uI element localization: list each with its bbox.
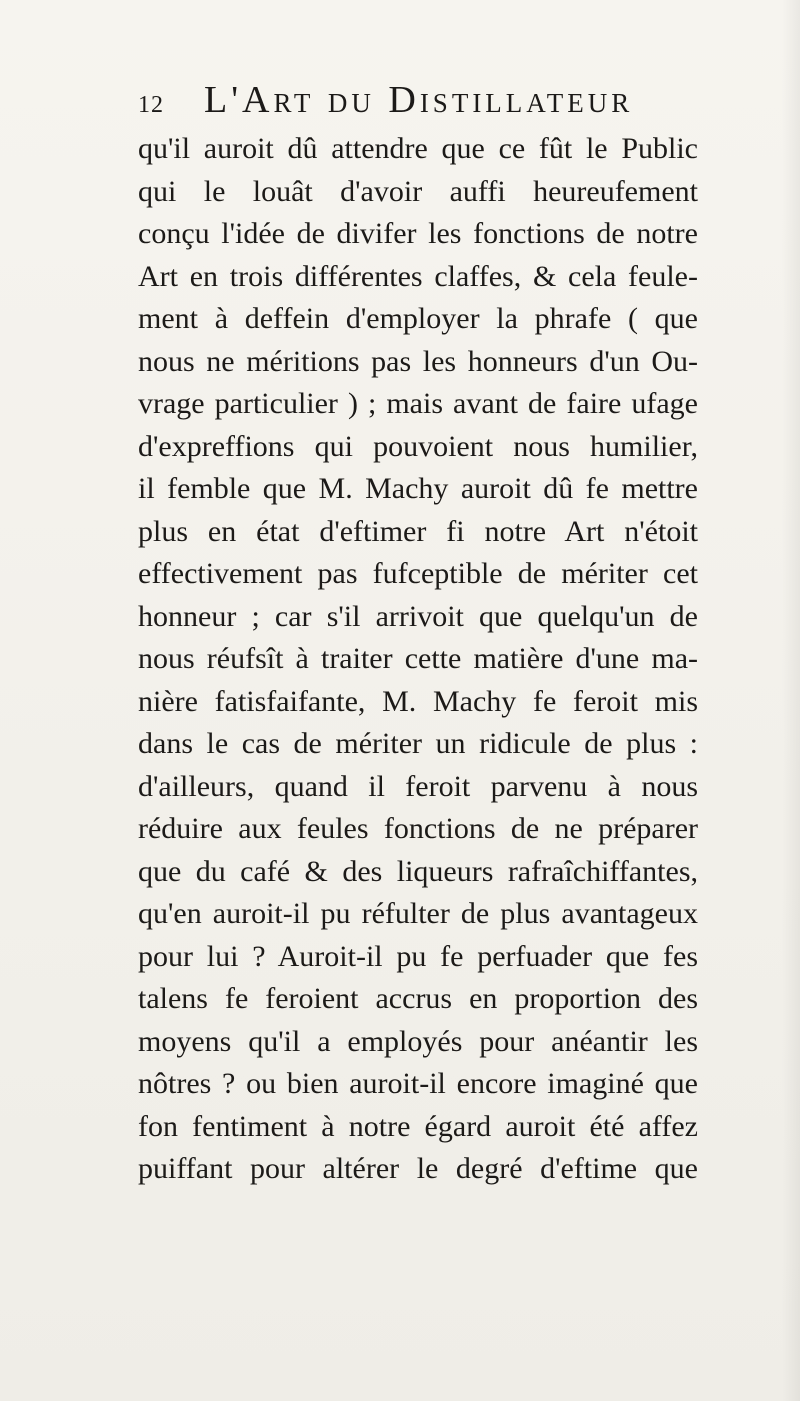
text-line: nous réufsît à traiter cette matière d'une ma- [138,642,698,675]
running-title: L'Art du Distillateur [204,79,634,121]
page-edge-shadow [782,0,800,1401]
text-line: qu'en auroit-il pu réfulter de plus avantageux [138,897,698,930]
text-line: qu'il auroit dû attendre que ce fût le Public [138,132,698,165]
text-line: effectivement pas fufceptible de mériter cet [138,557,698,590]
page-header [138,80,708,120]
text-line: conçu l'idée de divifer les fonctions de notre [138,217,698,250]
text-line: il femble que M. Machy auroit dû fe mettre [138,472,698,505]
text-line: réduire aux feules fonctions de ne préparer [138,812,698,845]
text-line: d'ailleurs, quand il feroit parvenu à nous [138,769,698,803]
text-line: nière fatisfaifante, M. Machy fe feroit mis [138,684,698,718]
text-line: talens fe feroient accrus en proportion des [138,982,698,1015]
text-line: plus en état d'eftimer fi notre Art n'étoit [138,514,698,548]
text-line: vrage particulier ) ; mais avant de faire ufage [138,387,698,420]
text-line: d'expreffions qui pouvoient nous humilier, [138,429,698,463]
page-number: 12 [138,92,164,118]
text-line: honneur ; car s'il arrivoit que quelqu'un de [138,599,698,633]
text-line: moyens qu'il a employés pour anéantir les [138,1024,698,1058]
text-line: ment à deffein d'employer la phrafe ( que [138,302,698,335]
text-line: pour lui ? Auroit-il pu fe perfuader que fes [138,939,698,973]
text-line: qui le louât d'avoir auffi heureufement [138,174,698,208]
text-line: que du café & des liqueurs rafraîchiffantes, [138,854,698,888]
text-line: dans le cas de mériter un ridicule de plus : [138,727,698,760]
text-line: puiffant pour altérer le degré d'eftime que [138,1152,698,1185]
text-line: fon fentiment à notre égard auroit été affez [138,1109,698,1143]
text-line: nôtres ? ou bien auroit-il encore imaginé que [138,1067,698,1100]
body-text [138,128,698,1191]
text-line: Art en trois différentes claffes, & cela feule- [138,259,698,293]
text-line: nous ne méritions pas les honneurs d'un Ou- [138,344,698,378]
